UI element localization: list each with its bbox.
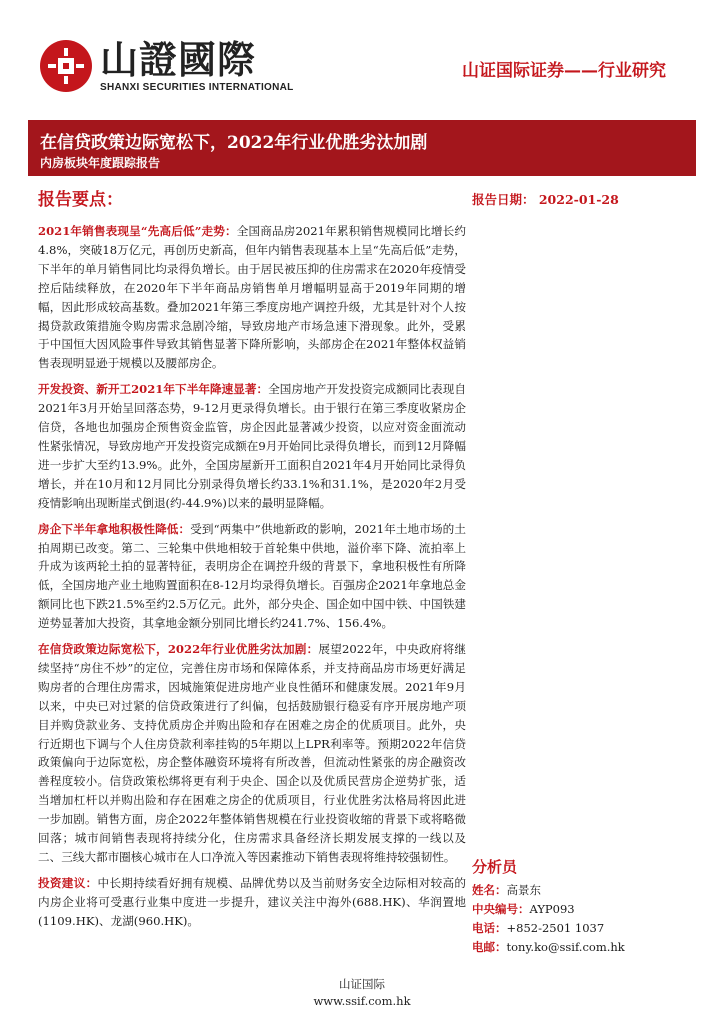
paragraph-lead: 房企下半年拿地积极性降低： <box>38 521 191 536</box>
paragraph-lead: 开发投资、新开工2021年下半年降速显著： <box>38 382 269 397</box>
paragraph-text: 展望2022年，中央政府将继续坚持“房住不炒”的定位，完善住房市场和保障体系，并支持商品房市场更好满足购房者的合理住房需求，因城施策促进房地产业良性循环和健康发展。2021年9月以来，中央已对过紧的信贷政策进行了纠偏，包括鼓励银行稳妥有序开展房地产项目并购贷款业务、支持优质房企并购出险和存在困难之房企的优质项目。此外，央行近期也下调与个人住房贷款利率挂钩的5年期以上LPR利率等。预期2022年信贷政策偏向于边际宽松，房企整体融资环境将有所改善，但流动性紧张的房企融资改善程度较小。信贷政策松绑将更有利于央企、国企以及优质民营房企逆势扩张，适当增加杠杆以并购出险和存在困难之房企的优质项目，行业优胜劣汰格局将因此进一步加剧。销售方面，房企2022年整体销售规模在行业投资收缩的背景下或将略微回落；城市间销售表现将持续分化，住房需求具备经济长期发展支撑的一线以及二、三线大都市圈核心城市在人口净流入等因素推动下销售表现将维持较强韧性。 <box>38 642 466 864</box>
report-body <box>38 222 466 938</box>
analyst-phone-value: +852-2501 1037 <box>506 921 605 935</box>
analyst-name-value: 高景东 <box>506 883 541 897</box>
report-title-banner <box>28 120 696 176</box>
analyst-code-value: AYP093 <box>529 902 575 916</box>
paragraph-lead: 在信贷政策边际宽松下，2022年行业优胜劣汰加剧： <box>38 642 319 657</box>
paragraph-lead: 2021年销售表现呈“先高后低”走势： <box>38 224 237 238</box>
analyst-name <box>472 881 702 900</box>
report-date: 报告日期： 2022-01-28 <box>472 192 619 207</box>
report-subtitle: 内房板块年度跟踪报告 <box>40 156 161 170</box>
paragraph-text: 中长期持续看好拥有规模、品牌优势以及当前财务安全边际相对较高的内房企业将可受惠行业集中度进一步提升，建议关注中海外(688.HK)、华润置地(1109.HK)、龙湖(960.HK)。 <box>38 875 466 928</box>
header-section-label: 山证国际证券——行业研究 <box>462 61 666 81</box>
paragraph-land <box>38 520 466 633</box>
paragraph-text: 全国房地产开发投资完成额同比表现自2021年3月开始呈回落态势，9-12月更录得负增长。由于银行在第三季度收紧房企信贷，各地也加强房企预售资金监管，房企因此显著减少投资，以应对资金面流动性紧张情况，导致房地产开发投资完成额在9月开始同比录得负增长，而到12月降幅进一步扩大至约13.9%。此外，全国房屋新开工面积自2021年4月开始同比录得负增长，并在10月和12月同比分别录得负增长约33.1%和31.1%，是2020年2月受疫情影响出现断崖式倒退(约-44.9%)以来的最明显降幅。 <box>38 382 466 510</box>
paragraph-recommendation <box>38 874 466 931</box>
shanxi-securities-logo-icon <box>38 38 94 94</box>
footer-website-link[interactable]: www.ssif.com.hk <box>313 994 411 1008</box>
report-title: 在信贷政策边际宽松下，2022年行业优胜劣汰加剧 <box>40 133 428 153</box>
footer-company: 山证国际 <box>339 977 385 991</box>
brand-name-en: SHANXI SECURITIES INTERNATIONAL <box>100 82 294 93</box>
paragraph-outlook <box>38 640 466 867</box>
summary-heading: 报告要点： <box>38 190 123 210</box>
analyst-code-label: 中央编号： <box>472 902 530 916</box>
analyst-name-label: 姓名： <box>472 883 507 897</box>
paragraph-lead: 投资建议： <box>38 875 98 890</box>
analyst-email-value[interactable]: tony.ko@ssif.com.hk <box>506 940 625 954</box>
paragraph-text: 全国商品房2021年累积销售规模同比增长约4.8%，突破18万亿元，再创历史新高，但年内销售表现基本上呈“先高后低”走势，下半年的单月销售同比均录得负增长。由于居民被压抑的住房需求在2020年疫情受控后陆续释放，在2020年下半年商品房销售单月增幅明显高于2019年同期的增幅，因此形成较高基数。叠加2021年第三季度房地产调控升级，尤其是针对个人按揭贷款政策措施令购房需求急剧冷缩，导致房地产市场急速下滑现象。此外，受累于中国恒大因风险事件导致其销售显著下降所影响，头部房企在2021年整体权益销售表现明显逊于规模以及腰部房企。 <box>38 224 466 371</box>
analyst-block <box>472 856 702 957</box>
analyst-phone <box>472 919 702 938</box>
analyst-phone-label: 电话： <box>472 921 507 935</box>
brand-name-cn: 山證國際 <box>100 38 257 82</box>
paragraph-investment <box>38 380 466 512</box>
analyst-email <box>472 938 702 957</box>
analyst-code <box>472 900 702 919</box>
analyst-heading: 分析员 <box>472 858 518 876</box>
paragraph-sales <box>38 222 466 373</box>
paragraph-text: 受到“两集中”供地新政的影响，2021年土地市场的土拍周期已改变。第二、三轮集中供地相较于首轮集中供地，溢价率下降、流拍率上升成为该两轮土拍的显著特征，表明房企在调控升级的背景下，拿地积极性有所降低，全国房地产业土地购置面积在8-12月均录得负增长。百强房企2021年拿地总金额同比也下跌21.5%至约2.5万亿元。此外，部分央企、国企如中国中铁、中国铁建逆势显著加大投资，其拿地金额分别同比增长约241.7%、156.4%。 <box>38 521 466 631</box>
analyst-email-label: 电邮： <box>472 940 507 954</box>
